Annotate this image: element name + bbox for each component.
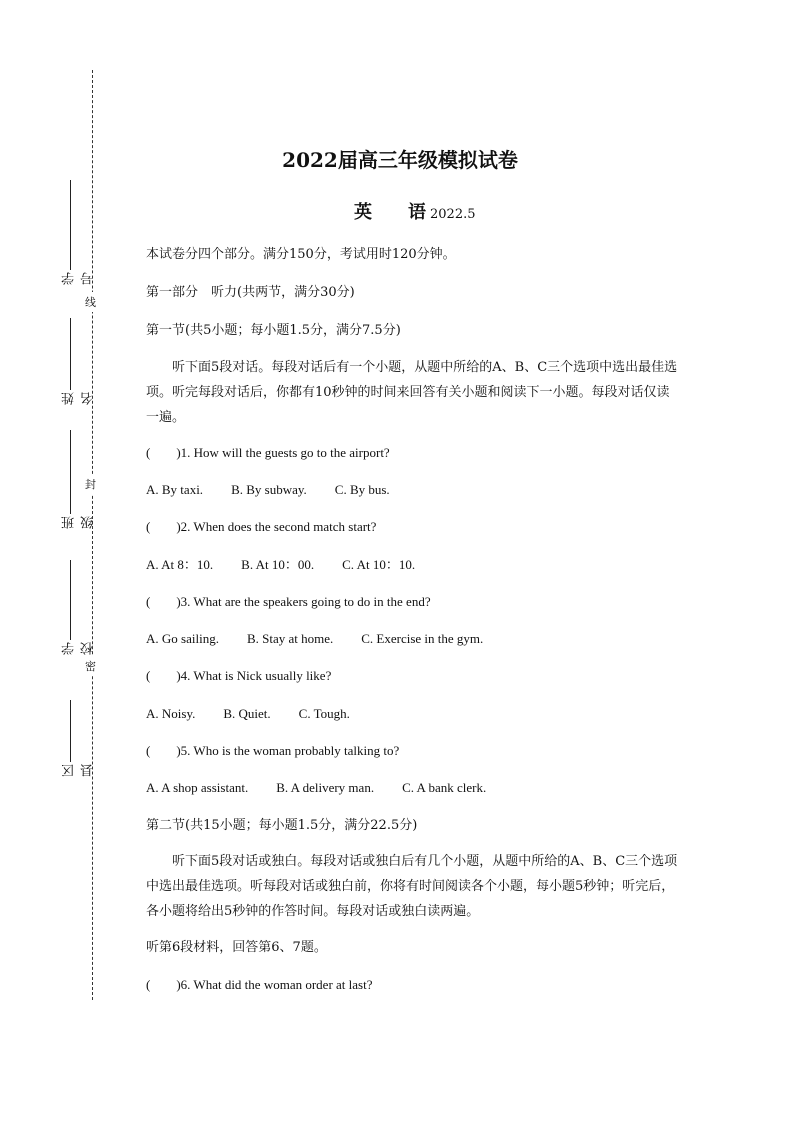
section1-heading: 第一节(共5小题；每小题1.5分，满分7.5分) bbox=[146, 323, 401, 338]
binding-dashed-line bbox=[92, 70, 93, 1000]
question-3: ( )3. What are the speakers going to do in the end? bbox=[146, 594, 431, 609]
question-6: ( )6. What did the woman order at last? bbox=[146, 977, 373, 992]
student-id-line bbox=[70, 180, 71, 270]
section2-heading: 第二节(共15小题；每小题1.5分，满分22.5分) bbox=[146, 818, 418, 833]
question-4-options bbox=[146, 701, 378, 726]
seal-mark-xian: 线 bbox=[85, 292, 96, 312]
subject-heading bbox=[354, 198, 476, 224]
question-1: ( )1. How will the guests go to the airport? bbox=[146, 445, 390, 460]
question-2-options bbox=[146, 552, 443, 577]
option-c[interactable]: C. Exercise in the gym. bbox=[361, 631, 484, 646]
option-b[interactable]: B. At 10：00. bbox=[241, 557, 315, 572]
option-a[interactable]: A. At 8：10. bbox=[146, 557, 214, 572]
name-label: 姓名 bbox=[62, 392, 96, 405]
part1-heading: 第一部分 听力(共两节，满分30分) bbox=[146, 285, 355, 300]
student-id-label: 学号 bbox=[62, 272, 96, 285]
class-line bbox=[70, 430, 71, 514]
question-5: ( )5. Who is the woman probably talking to? bbox=[146, 743, 400, 758]
option-b[interactable]: B. Quiet. bbox=[223, 706, 271, 721]
question-4: ( )4. What is Nick usually like? bbox=[146, 668, 332, 683]
question-5-options bbox=[146, 775, 514, 800]
option-c[interactable]: C. A bank clerk. bbox=[402, 780, 487, 795]
option-b[interactable]: B. Stay at home. bbox=[246, 631, 334, 646]
option-b[interactable]: B. A delivery man. bbox=[276, 780, 375, 795]
section1-instruction: 听下面5段对话。每段对话后有一个小题，从题中所给的A、B、C三个选项中选出最佳选项。听完每段对话后，你都有10秒钟的时间来回答有关小题和阅读下一小题。每段对话仅读一遍。 bbox=[146, 360, 678, 425]
district-label: 区县 bbox=[62, 764, 96, 777]
option-c[interactable]: C. Tough. bbox=[298, 706, 350, 721]
name-line bbox=[70, 318, 71, 390]
option-a[interactable]: A. A shop assistant. bbox=[146, 780, 249, 795]
district-line bbox=[70, 700, 71, 762]
subject-name: 英 语 bbox=[354, 202, 426, 223]
option-c[interactable]: C. By bus. bbox=[334, 482, 390, 497]
question-1-options bbox=[146, 477, 418, 502]
exam-date: 2022.5 bbox=[430, 207, 476, 222]
question-3-options bbox=[146, 626, 511, 651]
question-2: ( )2. When does the second match start? bbox=[146, 519, 377, 534]
school-line bbox=[70, 560, 71, 640]
class-label: 班级 bbox=[62, 516, 96, 529]
option-a[interactable]: A. By taxi. bbox=[146, 482, 204, 497]
material-6-heading: 听第6段材料，回答第6、7题。 bbox=[146, 940, 327, 955]
intro-text: 本试卷分四个部分。满分150分，考试用时120分钟。 bbox=[146, 247, 456, 262]
school-label: 学校 bbox=[62, 642, 96, 655]
option-a[interactable]: A. Noisy. bbox=[146, 706, 196, 721]
exam-title: 2022届高三年级模拟试卷 bbox=[282, 148, 518, 172]
seal-mark-mi: 密 bbox=[85, 656, 96, 676]
option-b[interactable]: B. By subway. bbox=[231, 482, 307, 497]
seal-mark-feng: 封 bbox=[85, 474, 96, 494]
option-a[interactable]: A. Go sailing. bbox=[146, 631, 219, 646]
option-c[interactable]: C. At 10：10. bbox=[342, 557, 416, 572]
section2-instruction: 听下面5段对话或独白。每段对话或独白后有几个小题，从题中所给的A、B、C三个选项中选出最佳选项。听每段对话或独白前，你将有时间阅读各个小题，每小题5秒钟；听完后，各小题将给出5秒钟的作答时间。每段对话或独白读两遍。 bbox=[146, 854, 678, 919]
